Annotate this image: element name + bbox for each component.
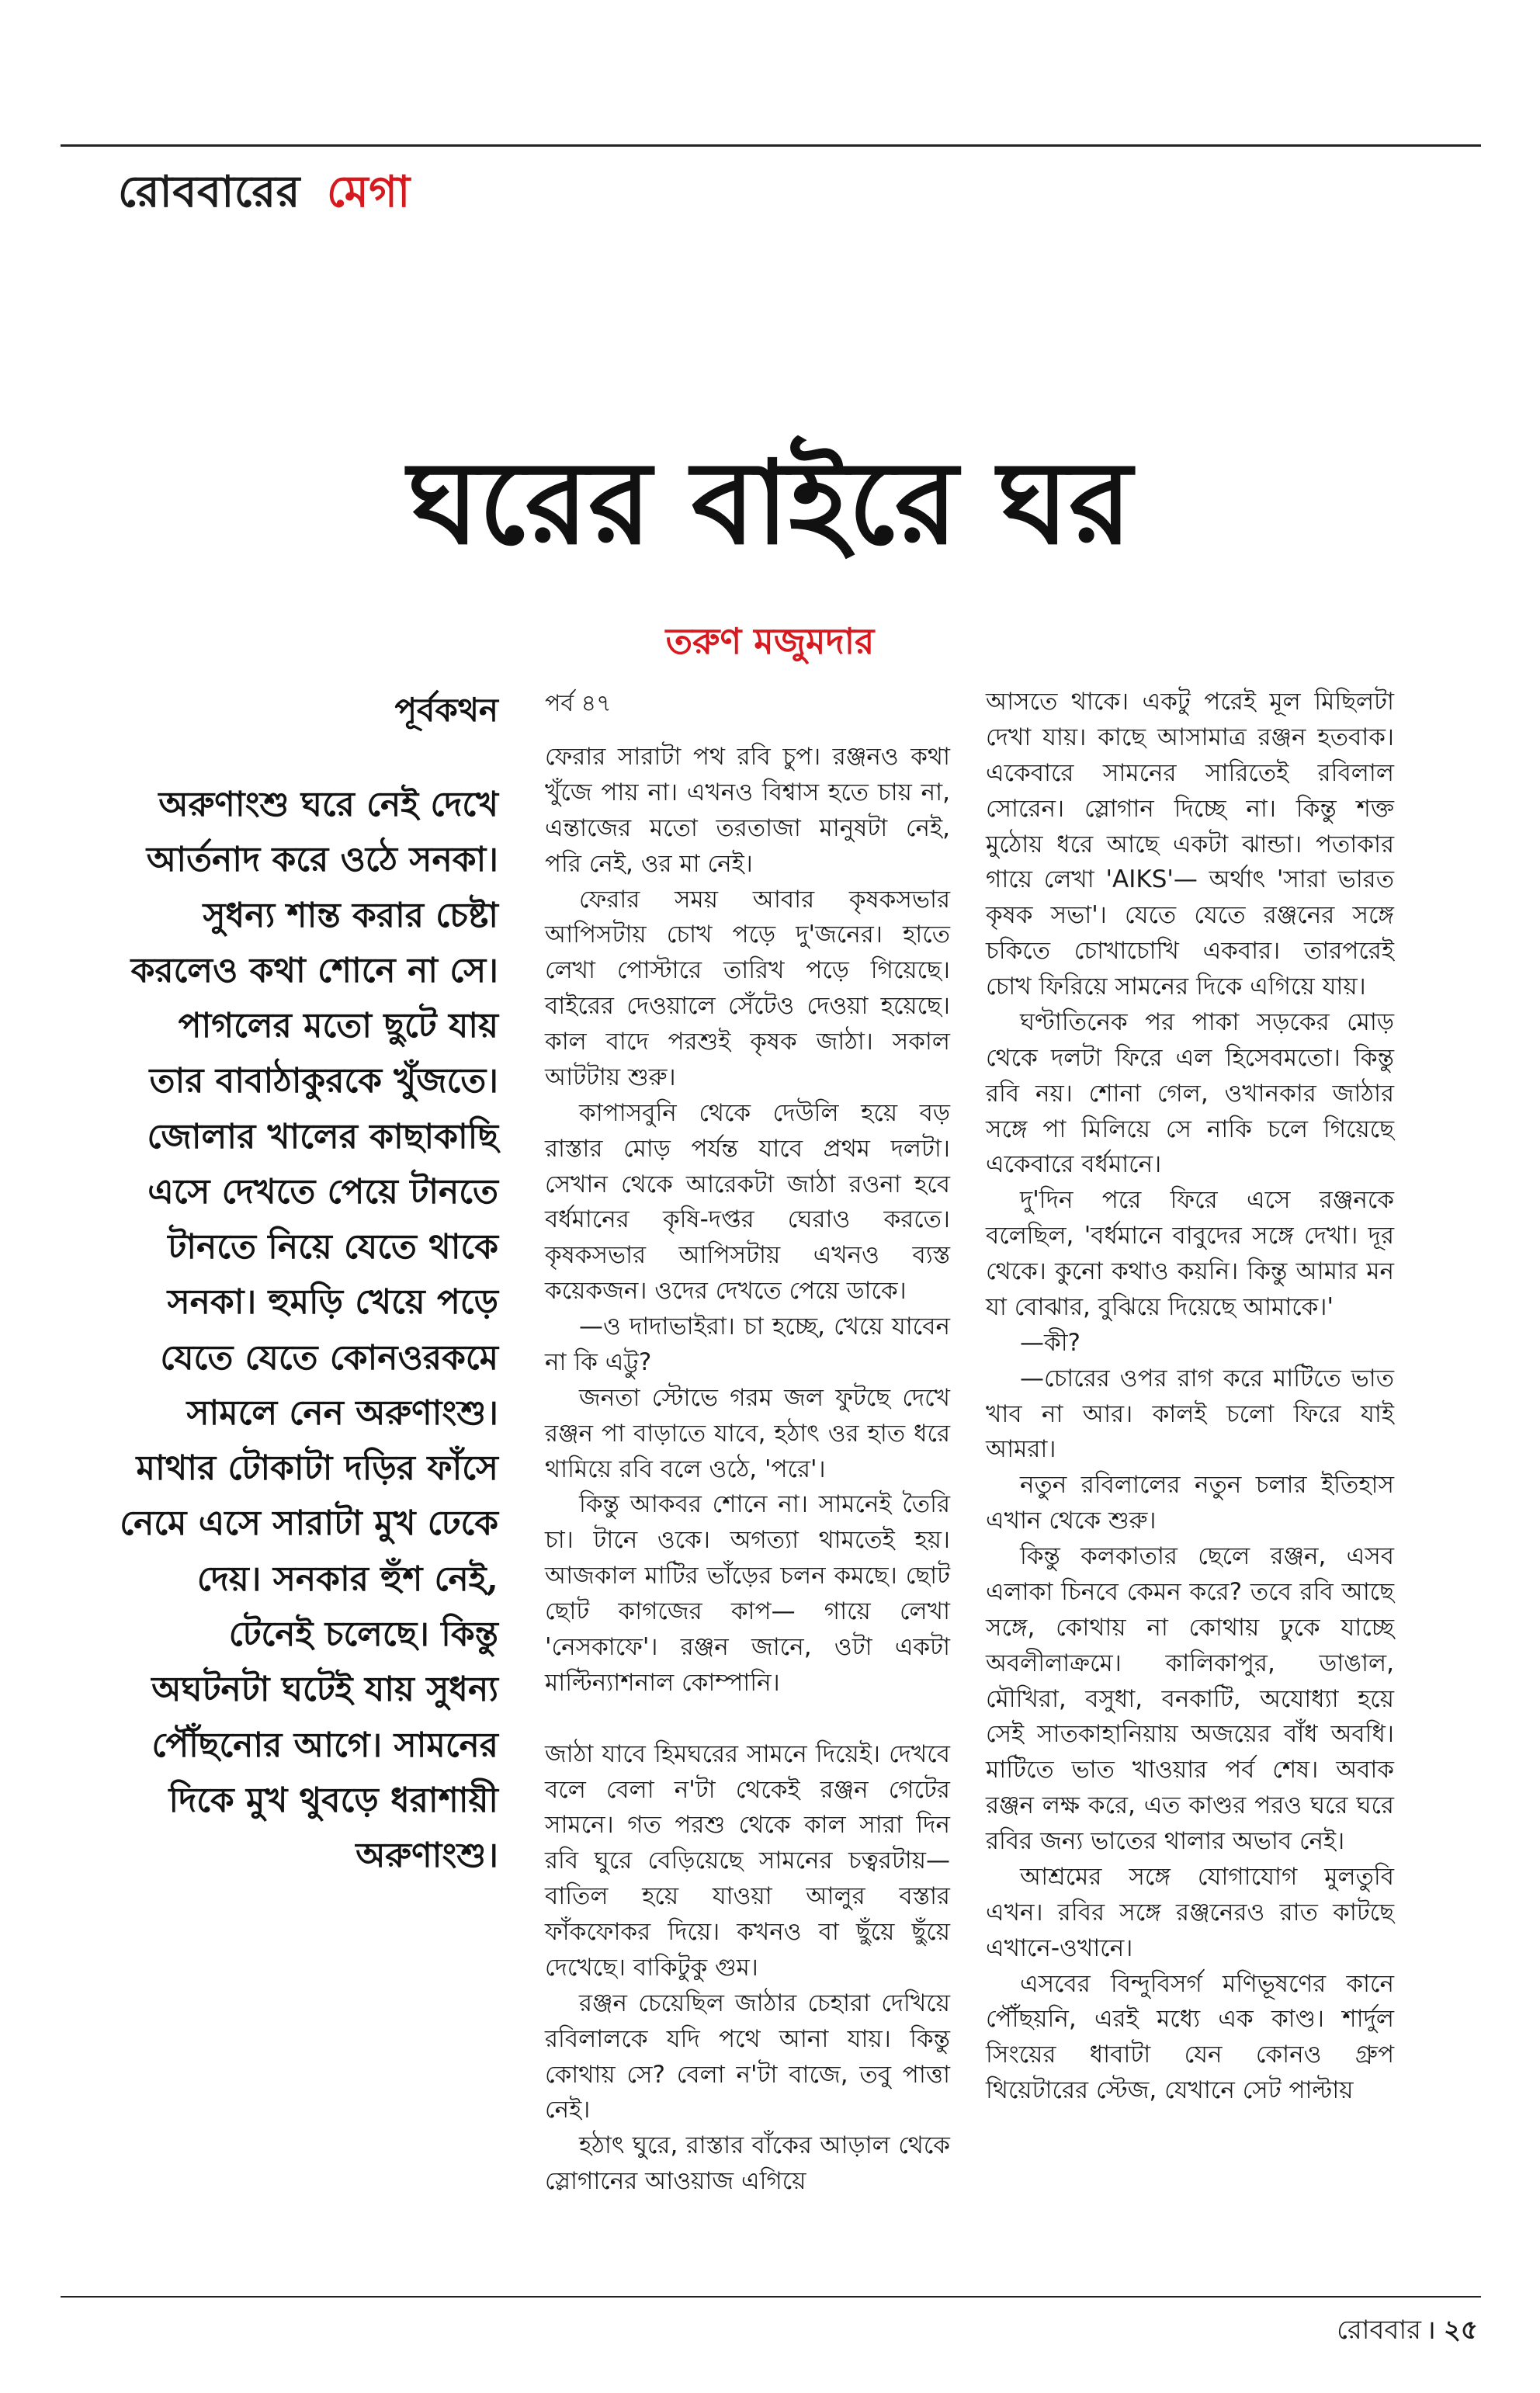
paragraph: হঠাৎ ঘুরে, রাস্তার বাঁকের আড়াল থেকে স্লোগানের আওয়াজ এগিয়ে [545,2131,950,2196]
paragraph: কিন্তু আকবর শোনে না। সামনেই তৈরি চা। টানে ওকে। অগত্যা থামতেই হয়। আজকাল মাটির ভাঁড়ের চলন কমছে। ছোট ছোট কাগজের কাপ— গায়ে লেখা 'নেসকাফে'। রঞ্জন জানে, ওটা একটা মাল্টিন্যাশনাল কোম্পানি। [545,1490,950,1697]
footer-magazine-name: রোববার [1337,2315,1421,2346]
footer-separator: । [1425,2315,1436,2346]
paragraph: জনতা স্টোভে গরম জল ফুটছে দেখে রঞ্জন পা বাড়াতে যাবে, হঠাৎ ওর হাত ধরে থামিয়ে রবি বলে ওঠে, 'পরে'। [545,1383,950,1483]
column-right [986,685,1394,2109]
article-body [116,685,1394,2200]
paragraph: ফেরার সময় আবার কৃষকসভার আপিসটায় চোখ পড়ে দু'জনের। হাতে লেখা পোস্টারে তারিখ পড়ে গিয়েছে। বাইরের দেওয়ালে সেঁটেও দেওয়া হয়েছে। কাল বাদে পরশুই কৃষক জাঠা। সকাল আটটায় শুরু। [545,885,950,1091]
paragraph: ঘণ্টাতিনেক পর পাকা সড়কের মোড় থেকে দলটা ফিরে এল হিসেবমতো। কিন্তু রবি নয়। শোনা গেল, ওখানকার জাঠার সঙ্গে পা মিলিয়ে সে নাকি চলে গিয়েছে একেবারে বর্ধমানে। [986,1007,1394,1179]
paragraph: রঞ্জন চেয়েছিল জাঠার চেহারা দেখিয়ে রবিলালকে যদি পথে আনা যায়। কিন্তু কোথায় সে? বেলা ন'টা বাজে, তবু পাত্তা নেই। [545,1989,950,2124]
footer-page-number: ২৫ [1443,2315,1478,2346]
paragraph: —চোরের ওপর রাগ করে মাটিতে ভাত খাব না আর। কালই চলো ফিরে যাই আমরা। [986,1364,1394,1464]
synopsis-heading: পূর্বকথন [394,691,498,729]
paragraph: দু'দিন পরে ফিরে এসে রঞ্জনকে বলেছিল, 'বর্ধমানে বাবুদের সঙ্গে দেখা। দূর থেকে। কুনো কথাও কয়নি। কিন্তু আমার মন যা বোঝার, বুঝিয়ে দিয়েছে আমাকে।' [986,1186,1394,1321]
synopsis-text: অরুণাংশু ঘরে নেই দেখে আর্তনাদ করে ওঠে সনকা। সুধন্য শান্ত করার চেষ্টা করলেও কথা শোনে না সে। পাগলের মতো ছুটে যায় তার বাবাঠাকুরকে খুঁজতে। জোলার খালের কাছাকাছি এসে দেখতে পেয়ে টানতে টানতে নিয়ে যেতে থাকে সনকা। হুমড়ি খেয়ে পড়ে যেতে যেতে কোনওরকমে সামলে নেন অরুণাংশু। মাথার টোকাটা দড়ির ফাঁসে নেমে এসে সারাটা মুখ ঢেকে দেয়। সনকার হুঁশ নেই, টেনেই চলেছে। কিন্তু অঘটনটা ঘটেই যায় সুধন্য পৌঁছনোর আগে। সামনের দিকে মুখ থুবড়ে ধরাশায়ী অরুণাংশু। [120,785,498,1876]
episode-label: পর্ব ৪৭ [545,690,612,717]
paragraph: কাপাসবুনি থেকে দেউলি হয়ে বড় রাস্তার মোড় পর্যন্ত যাবে প্রথম দলটা। সেখান থেকে আরেকটা জাঠা রওনা হবে বর্ধমানের কৃষি-দপ্তর ঘেরাও করতে। কৃষকসভার আপিসটায় এখনও ব্যস্ত কয়েকজন। ওদের দেখতে পেয়ে ডাকে। [545,1098,950,1306]
footer-divider [61,2296,1481,2298]
paragraph: ফেরার সারাটা পথ রবি চুপ। রঞ্জনও কথা খুঁজে পায় না। এখনও বিশ্বাস হতে চায় না, এন্তাজের মতো তরতাজা মানুষটা নেই, পরি নেই, ওর মা নেই। [545,743,950,878]
section-masthead [118,158,411,231]
page-footer [1337,2310,1478,2354]
paragraph: কিন্তু কলকাতার ছেলে রঞ্জন, এসব এলাকা চিনবে কেমন করে? তবে রবি আছে সঙ্গে, কোথায় না কোথায় ঢুকে যাচ্ছে অবলীলাক্রমে। কালিকাপুর, ডাঙাল, মৌখিরা, বসুধা, বনকাটি, অযোধ্যা হয়ে সেই সাতকাহানিয়ায় অজয়ের বাঁধ অবধি। মাটিতে ভাত খাওয়ার পর্ব শেষ। অবাক রঞ্জন লক্ষ করে, এত কাণ্ডর পরও ঘরে ঘরে রবির জন্য ভাতের থালার অভাব নেই। [986,1542,1394,1855]
top-divider [61,144,1481,147]
paragraph: আশ্রমের সঙ্গে যোগাযোগ মুলতুবি এখন। রবির সঙ্গে রঞ্জনেরও রাত কাটছে এখানে-ওখানে। [986,1862,1394,1962]
article-author: তরুণ মজুমদার [665,620,875,662]
column-middle [545,685,950,2200]
paragraph: এসবের বিন্দুবিসর্গ মণিভূষণের কানে পৌঁছয়নি, এরই মধ্যে এক কাণ্ড। শার্দুল সিংয়ের ধাবাটা যেন কোনও গ্রুপ থিয়েটারের স্টেজ, যেখানে সেট পাল্টায় [986,1969,1394,2105]
paragraph: জাঠা যাবে হিমঘরের সামনে দিয়েই। দেখবে বলে বেলা ন'টা থেকেই রঞ্জন গেটের সামনে। গত পরশু থেকে কাল সারা দিন রবি ঘুরে বেড়িয়েছে সামনের চত্বরটায়— বাতিল হয়ে যাওয়া আলুর বস্তার ফাঁকফোকর দিয়ে। কখনও বা ছুঁয়ে ছুঁয়ে দেখেছে। বাকিটুকু গুম। [545,1739,950,1982]
masthead-section: মেগা [326,167,411,217]
paragraph: নতুন রবিলালের নতুন চলার ইতিহাস এখান থেকে শুরু। [986,1471,1394,1535]
masthead-brand: রোববারের [118,167,300,217]
article-title: ঘরের বাইরে ঘর [408,435,1132,570]
paragraph: —ও দাদাভাইরা। চা হচ্ছে, খেয়ে যাবেন না কি এট্টু? [545,1313,950,1376]
paragraph: —কী? [1020,1328,1081,1357]
synopsis-column [116,685,498,1883]
paragraph: আসতে থাকে। একটু পরেই মূল মিছিলটা দেখা যায়। কাছে আসামাত্র রঞ্জন হতবাক। একেবারে সামনের সারিতেই রবিলাল সোরেন। স্লোগান দিচ্ছে না। কিন্তু শক্ত মুঠোয় ধরে আছে একটা ঝান্ডা। পতাকার গায়ে লেখা 'AIKS'— অর্থাৎ 'সারা ভারত কৃষক সভা'। যেতে যেতে রঞ্জনের সঙ্গে চকিতে চোখাচোখি একবার। তারপরেই চোখ ফিরিয়ে সামনের দিকে এগিয়ে যায়। [986,688,1394,1001]
